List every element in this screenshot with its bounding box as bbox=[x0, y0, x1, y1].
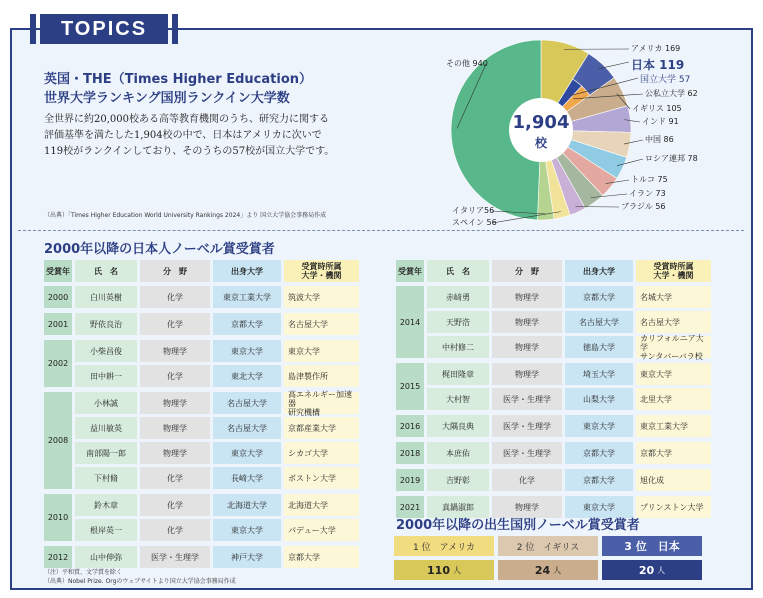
year-cell: 2019 bbox=[396, 469, 424, 491]
laureate-field: 物理学 bbox=[492, 286, 562, 308]
institution-line: シカゴ大学 bbox=[288, 448, 328, 458]
institution-line: 高エネルギー加速器 bbox=[288, 389, 352, 408]
institution-line: ボストン大学 bbox=[288, 473, 336, 483]
rank-label-1: 1 位 アメリカ bbox=[394, 536, 494, 556]
laureate-field: 化学 bbox=[140, 286, 210, 308]
rank-number: 110 bbox=[427, 563, 450, 577]
laureate-field: 物理学 bbox=[140, 340, 210, 362]
pie-label-ブラジル: ブラジル 56 bbox=[621, 202, 666, 211]
ranking-title-line2: 世界大学ランキング国別ランクイン大学数 bbox=[44, 91, 290, 106]
laureate-institution bbox=[284, 519, 359, 541]
by-country-title: 2000年以降の出生国別ノーベル賞受賞者 bbox=[396, 518, 640, 533]
laureate-name: 下村脩 bbox=[75, 467, 137, 489]
laureate-name: 根岸英一 bbox=[75, 519, 137, 541]
laureate-name: 本庶佑 bbox=[427, 442, 489, 464]
pie-total-value: 1,904 bbox=[512, 112, 570, 133]
laureate-institution bbox=[636, 286, 711, 308]
ranking-title-line1: 英国・THE（Times Higher Education） bbox=[44, 72, 313, 87]
nobel-note: （注）平和賞、文学賞を除く bbox=[44, 569, 123, 576]
header-institution-line: 大学・機関 bbox=[653, 271, 694, 280]
institution-line: 名城大学 bbox=[640, 292, 672, 302]
laureate-name: 赤﨑勇 bbox=[427, 286, 489, 308]
laureate-name: 田中耕一 bbox=[75, 365, 137, 387]
pie-label-その他: その他 940 bbox=[446, 59, 488, 68]
institution-line: 東京大学 bbox=[288, 346, 320, 356]
year-cell: 2021 bbox=[396, 496, 424, 518]
pie-label-イラン: イラン 73 bbox=[629, 189, 666, 198]
header-field: 分 野 bbox=[492, 260, 562, 282]
header-name: 氏 名 bbox=[75, 260, 137, 282]
header-year: 受賞年 bbox=[396, 260, 424, 282]
laureate-institution bbox=[636, 469, 711, 491]
header-institution bbox=[636, 260, 711, 282]
laureate-university: 京都大学 bbox=[565, 442, 633, 464]
rank-value-1 bbox=[394, 560, 494, 580]
rank-value-3 bbox=[602, 560, 702, 580]
laureate-university: 山梨大学 bbox=[565, 388, 633, 410]
laureate-university: 東京大学 bbox=[213, 442, 281, 464]
laureate-name: 梶田隆章 bbox=[427, 363, 489, 385]
pie-label-公私立大学: 公私立大学 62 bbox=[645, 89, 698, 98]
laureate-university: 北海道大学 bbox=[213, 494, 281, 516]
institution-line: 京都大学 bbox=[288, 552, 320, 562]
laureate-institution bbox=[636, 311, 711, 333]
laureate-university: 埼玉大学 bbox=[565, 363, 633, 385]
laureate-institution bbox=[284, 313, 359, 335]
section-divider bbox=[18, 230, 744, 231]
institution-line: 北海道大学 bbox=[288, 500, 328, 510]
laureate-field: 化学 bbox=[140, 313, 210, 335]
pie-total-unit: 校 bbox=[534, 136, 547, 150]
laureate-university: 東京大学 bbox=[213, 340, 281, 362]
topics-tab: TOPICS bbox=[40, 14, 168, 44]
year-cell: 2018 bbox=[396, 442, 424, 464]
laureate-name: 天野浩 bbox=[427, 311, 489, 333]
laureate-university: 東京大学 bbox=[565, 496, 633, 518]
rank-label-3: 3 位 日本 bbox=[602, 536, 702, 556]
laureate-name: 山中伸弥 bbox=[75, 546, 137, 568]
laureate-institution bbox=[636, 333, 711, 361]
institution-line: 研究機構 bbox=[288, 407, 320, 417]
laureate-name: 大隅良典 bbox=[427, 415, 489, 437]
laureate-field: 医学・生理学 bbox=[492, 388, 562, 410]
laureate-field: 化学 bbox=[140, 494, 210, 516]
header-year: 受賞年 bbox=[44, 260, 72, 282]
laureate-field: 物理学 bbox=[140, 392, 210, 414]
laureate-name: 益川敏英 bbox=[75, 417, 137, 439]
laureate-field: 医学・生理学 bbox=[492, 442, 562, 464]
ranking-source: （出典）「Times Higher Education World University Rankings 2024」より 国立大学協会事務局作成 bbox=[44, 212, 327, 219]
header-university: 出身大学 bbox=[213, 260, 281, 282]
laureate-university: 京都大学 bbox=[565, 286, 633, 308]
laureate-university: 東京大学 bbox=[565, 415, 633, 437]
year-cell: 2010 bbox=[44, 494, 72, 541]
laureate-institution bbox=[636, 442, 711, 464]
laureate-institution bbox=[284, 417, 359, 439]
laureate-field: 化学 bbox=[140, 467, 210, 489]
year-cell: 2014 bbox=[396, 286, 424, 358]
laureate-field: 物理学 bbox=[140, 442, 210, 464]
rank-number: 24 bbox=[534, 563, 551, 577]
laureate-institution bbox=[284, 389, 359, 417]
laureate-institution bbox=[284, 365, 359, 387]
institution-line: 東京工業大学 bbox=[640, 421, 688, 431]
laureate-name: 小林誠 bbox=[75, 392, 137, 414]
rank-unit: 人 bbox=[452, 565, 461, 575]
ranking-description-line: 評価基準を満たした1,904校の中で、日本はアメリカに次いで bbox=[44, 130, 322, 141]
laureate-institution bbox=[636, 415, 711, 437]
year-cell: 2002 bbox=[44, 340, 72, 387]
year-cell: 2015 bbox=[396, 363, 424, 410]
institution-line: 島津製作所 bbox=[288, 371, 328, 381]
laureate-university: 東北大学 bbox=[213, 365, 281, 387]
pie-label-インド: インド 91 bbox=[642, 117, 679, 126]
institution-line: カリフォルニア大学 bbox=[640, 333, 704, 352]
institution-line: 旭化成 bbox=[640, 475, 664, 485]
laureate-name: 真鍋淑郎 bbox=[427, 496, 489, 518]
laureate-field: 化学 bbox=[492, 469, 562, 491]
nobel-title: 2000年以降の日本人ノーベル賞受賞者 bbox=[44, 242, 275, 257]
rank-value-2 bbox=[498, 560, 598, 580]
laureate-name: 鈴木章 bbox=[75, 494, 137, 516]
laureate-institution bbox=[284, 442, 359, 464]
year-cell: 2008 bbox=[44, 392, 72, 489]
pie-label-中国: 中国 86 bbox=[645, 135, 674, 144]
year-cell: 2000 bbox=[44, 286, 72, 308]
laureate-name: 中村修二 bbox=[427, 336, 489, 358]
header-institution-line: 受賞時所属 bbox=[653, 262, 694, 271]
laureate-university: 長崎大学 bbox=[213, 467, 281, 489]
header-field: 分 野 bbox=[140, 260, 210, 282]
pie-label-ロシア連邦: ロシア連邦 78 bbox=[645, 154, 698, 163]
laureate-university: 名古屋大学 bbox=[213, 417, 281, 439]
laureate-name: 大村智 bbox=[427, 388, 489, 410]
laureate-field: 化学 bbox=[140, 519, 210, 541]
pie-label-トルコ: トルコ 75 bbox=[631, 175, 668, 184]
institution-line: パデュー大学 bbox=[288, 525, 336, 535]
laureate-field: 化学 bbox=[140, 365, 210, 387]
laureate-field: 物理学 bbox=[492, 496, 562, 518]
laureate-name: 小柴昌俊 bbox=[75, 340, 137, 362]
laureate-institution bbox=[636, 363, 711, 385]
pie-label-スペイン: スペイン 56 bbox=[452, 218, 497, 227]
institution-line: 京都産業大学 bbox=[288, 423, 336, 433]
rank-unit: 人 bbox=[657, 565, 666, 575]
rank-label-2: 2 位 イギリス bbox=[498, 536, 598, 556]
laureate-university: 徳島大学 bbox=[565, 336, 633, 358]
laureate-field: 医学・生理学 bbox=[492, 415, 562, 437]
laureate-institution bbox=[284, 546, 359, 568]
year-cell: 2001 bbox=[44, 313, 72, 335]
laureate-university: 京都大学 bbox=[565, 469, 633, 491]
laureate-field: 医学・生理学 bbox=[140, 546, 210, 568]
laureate-university: 東京工業大学 bbox=[213, 286, 281, 308]
year-cell: 2012 bbox=[44, 546, 72, 568]
header-institution-line: 受賞時所属 bbox=[301, 262, 342, 271]
institution-line: プリンストン大学 bbox=[640, 502, 704, 512]
institution-line: 東京大学 bbox=[640, 369, 672, 379]
header-university: 出身大学 bbox=[565, 260, 633, 282]
laureate-institution bbox=[636, 388, 711, 410]
rank-unit: 人 bbox=[553, 565, 562, 575]
institution-line: 名古屋大学 bbox=[288, 319, 328, 329]
header-institution-line: 大学・機関 bbox=[301, 271, 342, 280]
laureate-name: 吉野彰 bbox=[427, 469, 489, 491]
laureate-field: 物理学 bbox=[492, 311, 562, 333]
rank-number: 20 bbox=[638, 563, 655, 577]
laureate-university: 東京大学 bbox=[213, 519, 281, 541]
laureate-institution bbox=[284, 340, 359, 362]
laureate-university: 名古屋大学 bbox=[213, 392, 281, 414]
pie-label-イギリス: イギリス 105 bbox=[632, 104, 682, 113]
laureate-institution bbox=[284, 467, 359, 489]
pie-label-イタリア: イタリア56 bbox=[452, 206, 495, 215]
institution-line: 京都大学 bbox=[640, 448, 672, 458]
pie-label-国立大学: 国立大学 57 bbox=[640, 75, 691, 85]
institution-line: サンタバーバラ校 bbox=[640, 351, 703, 361]
pie-label-日本: 日本 119 bbox=[631, 58, 685, 72]
laureate-university: 神戸大学 bbox=[213, 546, 281, 568]
laureate-university: 名古屋大学 bbox=[565, 311, 633, 333]
laureate-name: 白川英樹 bbox=[75, 286, 137, 308]
laureate-institution bbox=[636, 496, 711, 518]
laureate-name: 野依良治 bbox=[75, 313, 137, 335]
laureate-name: 南部陽一郎 bbox=[75, 442, 137, 464]
laureate-institution bbox=[284, 494, 359, 516]
header-name: 氏 名 bbox=[427, 260, 489, 282]
laureate-field: 物理学 bbox=[492, 336, 562, 358]
ranking-description-line: 全世界に約20,000校ある高等教育機関のうち、研究力に関する bbox=[44, 114, 329, 125]
institution-line: 名古屋大学 bbox=[640, 317, 680, 327]
laureate-university: 京都大学 bbox=[213, 313, 281, 335]
laureate-field: 物理学 bbox=[492, 363, 562, 385]
laureate-institution bbox=[284, 286, 359, 308]
pie-label-アメリカ: アメリカ 169 bbox=[631, 44, 681, 53]
laureate-field: 物理学 bbox=[140, 417, 210, 439]
nobel-source: （出典）Nobel Prize. Orgのウェブサイトより国立大学協会事務局作成 bbox=[44, 578, 236, 585]
institution-line: 筑波大学 bbox=[288, 292, 320, 302]
institution-line: 北里大学 bbox=[640, 394, 672, 404]
ranking-description-line: 119校がランクインしており、そのうちの57校が国立大学です。 bbox=[44, 146, 335, 157]
year-cell: 2016 bbox=[396, 415, 424, 437]
header-institution bbox=[284, 260, 359, 282]
